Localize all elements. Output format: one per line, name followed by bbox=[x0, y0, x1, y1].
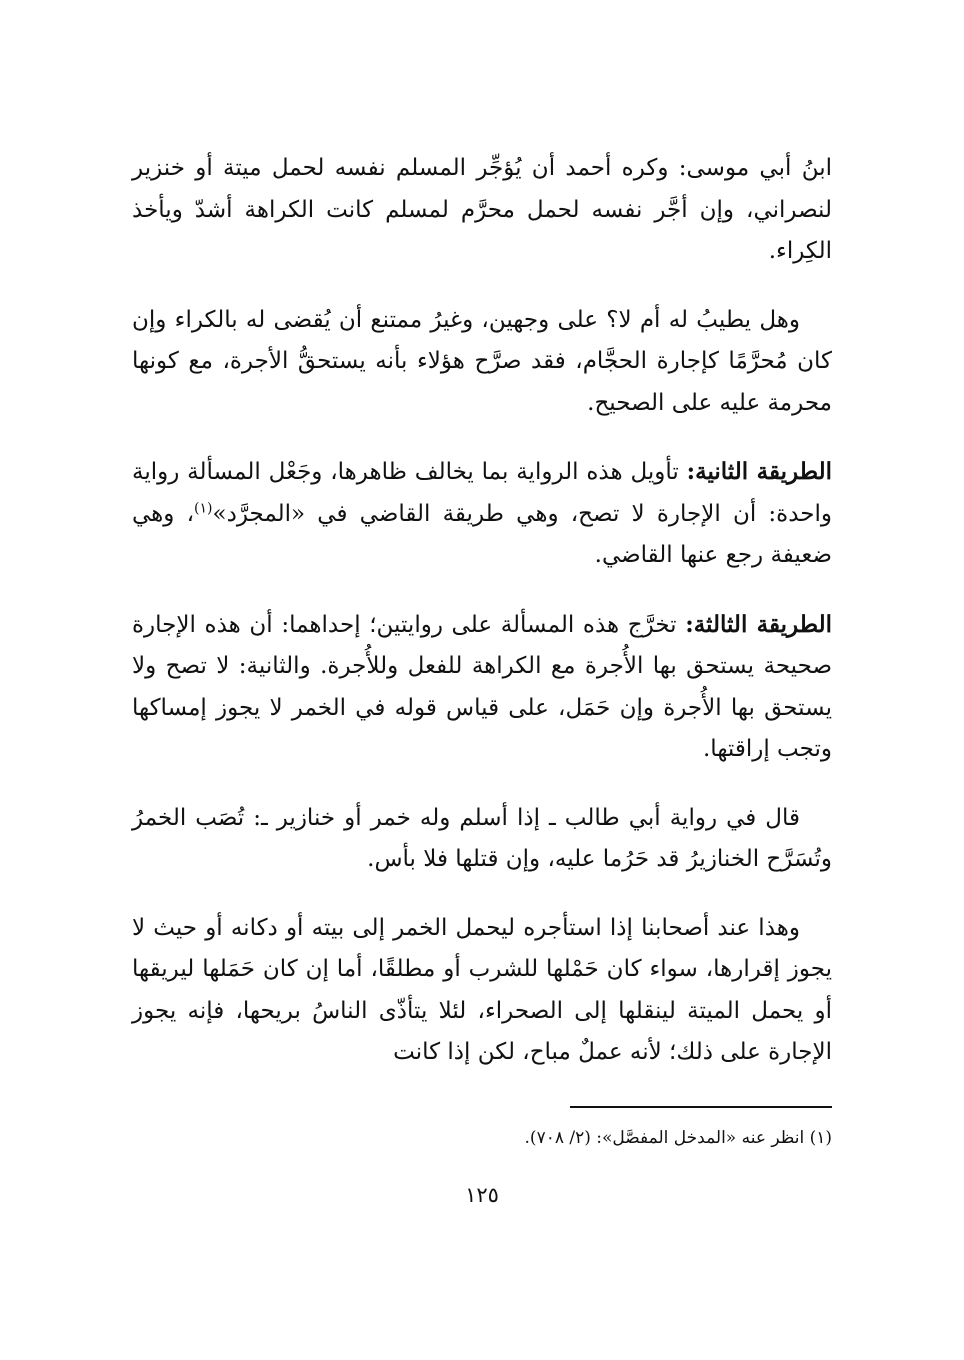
footnote: (١) انظر عنه «المدخل المفصَّل»: (٢/ ٧٠٨). bbox=[524, 1128, 832, 1148]
paragraph-3 bbox=[132, 451, 832, 577]
paragraph-4-heading: الطريقة الثالثة: bbox=[685, 610, 832, 638]
page-number: ١٢٥ bbox=[465, 1183, 499, 1207]
paragraph-3-tail: ، وهي ضعيفة رجع عنها القاضي. bbox=[132, 500, 832, 568]
footnote-divider bbox=[570, 1106, 832, 1108]
paragraph-2-text: وهل يطيبُ له أم لا؟ على وجهين، وغيرُ ممتنع أن يُقضى له بالكراء وإن كان مُحرَّمًا كإجارة الحجَّام، فقد صرَّح هؤلاء بأنه يستحقُّ الأجرة، مع كونها محرمة عليه على الصحيح. bbox=[132, 306, 832, 416]
paragraph-5-text: قال في رواية أبي طالب ـ إذا أسلم وله خمر أو خنازير ـ: تُصَب الخمرُ وتُسَرَّح الخنازيرُ قد حَرُما عليه، وإن قتلها فلا بأس. bbox=[132, 804, 832, 872]
paragraph-3-text: تأويل هذه الرواية بما يخالف ظاهرها، وجَعْل المسألة رواية واحدة: أن الإجارة لا تصح، وهي طريقة القاضي في «المجرَّد» bbox=[132, 459, 833, 527]
paragraph-2 bbox=[132, 300, 832, 425]
paragraph-3-heading: الطريقة الثانية: bbox=[686, 458, 832, 485]
paragraph-4 bbox=[132, 604, 832, 771]
paragraph-4-text: تخرَّج هذه المسألة على روايتين؛ إحداهما: أن هذه الإجارة صحيحة يستحق بها الأُجرة مع الكراهة للفعل وللأُجرة. والثانية: لا تصح ولا يستحق بها الأُجرة وإن حَمَل، على قياس قوله في الخمر لا يجوز إمساكها وتجب إراقتها. bbox=[132, 611, 832, 762]
paragraph-1 bbox=[132, 148, 832, 273]
paragraph-1-text: ابنُ أبي موسى: وكره أحمد أن يُؤجِّر المسلم نفسه لحمل ميتة أو خنزير لنصراني، وإن أجَّر نفسه لحمل محرَّم لمسلم كانت الكراهة أشدّ ويأخذ الكِراء. bbox=[132, 155, 832, 264]
paragraph-6 bbox=[132, 908, 832, 1074]
paragraph-5 bbox=[132, 798, 832, 881]
paragraph-6-text: وهذا عند أصحابنا إذا استأجره ليحمل الخمر إلى بيته أو دكانه أو حيث لا يجوز إقرارها، سواء كان حَمْلها للشرب أو مطلقًا، أما إن كان حَمَلها ليريقها أو يحمل الميتة لينقلها إلى الصحراء، لئلا يتأذّى الناسُ بريحها، فإنه يجوز الإجارة على ذلك؛ لأنه عملٌ مباح، لكن إذا كانت bbox=[132, 914, 832, 1065]
main-text bbox=[132, 148, 832, 1101]
footnote-reference: (١) bbox=[194, 499, 213, 516]
